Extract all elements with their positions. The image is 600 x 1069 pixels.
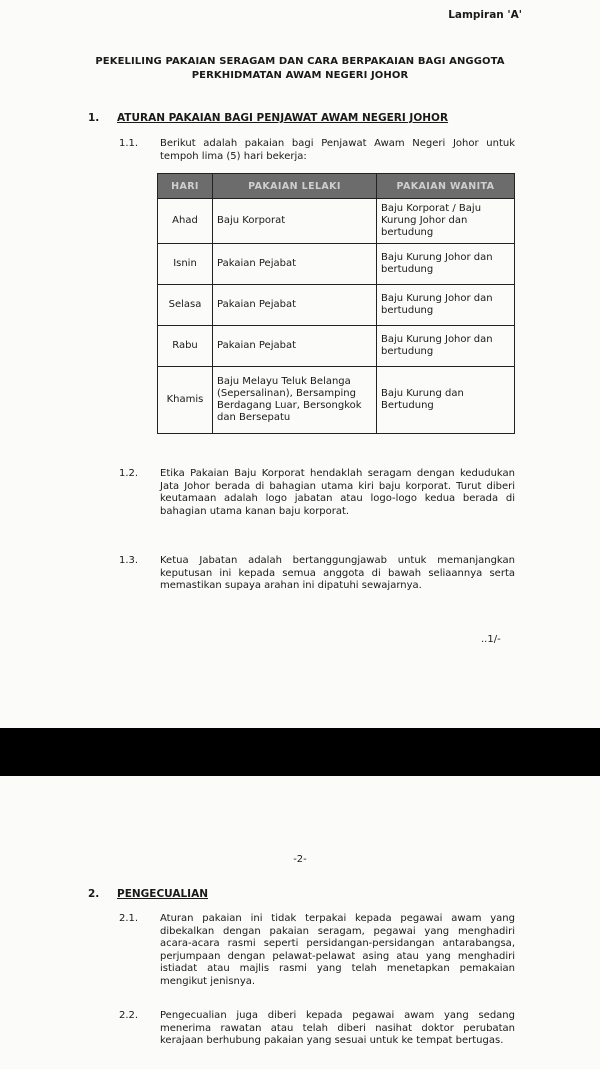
section-1-title: ATURAN PAKAIAN BAGI PENJAWAT AWAM NEGERI JOHOR <box>117 112 449 124</box>
cell-men: Pakaian Pejabat <box>213 244 377 285</box>
dress-code-table <box>157 173 515 434</box>
item-1-3-text: Ketua Jabatan adalah bertanggungjawab untuk memanjangkan keputusan ini kepada semua anggota di bawah seliaannya serta memastikan supaya arahan ini dipatuhi sewajarnya. <box>160 555 515 591</box>
table-row <box>158 326 515 367</box>
section-1-number: 1. <box>88 112 100 124</box>
cell-women: Baju Kurung Johor dan bertudung <box>377 326 515 367</box>
continuation-marker: ..1/- <box>481 634 501 645</box>
cell-day: Selasa <box>158 285 213 326</box>
cell-men: Pakaian Pejabat <box>213 326 377 367</box>
cell-men: Pakaian Pejabat <box>213 285 377 326</box>
header-women: PAKAIAN WANITA <box>377 174 515 199</box>
table-row <box>158 244 515 285</box>
item-1-2-text: Etika Pakaian Baju Korporat hendaklah seragam dengan kedudukan Jata Johor berada di bahagian utama kiri baju korporat. Turut diberi keutamaan adalah logo jabatan atau logo-logo kedua berada di bahagian utama kanan baju korporat. <box>160 468 515 517</box>
cell-day: Isnin <box>158 244 213 285</box>
item-2-2-text: Pengecualian juga diberi kepada pegawai awam yang sedang menerima rawatan atau telah diberi nasihat doktor perubatan kerajaan berhubung pakaian yang sesuai untuk ke tempat bertugas. <box>160 1010 515 1046</box>
table-row <box>158 199 515 244</box>
header-men: PAKAIAN LELAKI <box>213 174 377 199</box>
item-1-2-number: 1.2. <box>119 468 139 479</box>
cell-women: Baju Kurung Johor dan bertudung <box>377 285 515 326</box>
document-title <box>60 55 540 83</box>
cell-women: Baju Kurung Johor dan bertudung <box>377 244 515 285</box>
header-day: HARI <box>158 174 213 199</box>
cell-day: Rabu <box>158 326 213 367</box>
section-2-number: 2. <box>88 888 100 900</box>
cell-women: Baju Kurung dan Bertudung <box>377 367 515 434</box>
cell-women: Baju Korporat / Baju Kurung Johor dan bertudung <box>377 199 515 244</box>
title-line-1: PEKELILING PAKAIAN SERAGAM DAN CARA BERPAKAIAN BAGI ANGGOTA <box>95 56 505 67</box>
table-header-row <box>158 174 515 199</box>
cell-day: Ahad <box>158 199 213 244</box>
item-1-1-number: 1.1. <box>119 138 139 149</box>
item-1-3-number: 1.3. <box>119 555 139 566</box>
attachment-label: Lampiran 'A' <box>448 9 522 21</box>
item-2-1-number: 2.1. <box>119 913 139 924</box>
title-line-2: PERKHIDMATAN AWAM NEGERI JOHOR <box>191 70 409 81</box>
cell-men: Baju Melayu Teluk Belanga (Sepersalinan), Bersamping Berdagang Luar, Bersongkok dan Bersepatu <box>213 367 377 434</box>
section-2-title: PENGECUALIAN <box>117 888 208 900</box>
document-page-2 <box>0 776 600 1069</box>
table-row <box>158 285 515 326</box>
table-row <box>158 367 515 434</box>
page-number: -2- <box>293 854 307 865</box>
cell-day: Khamis <box>158 367 213 434</box>
item-1-1-text: Berikut adalah pakaian bagi Penjawat Awam Negeri Johor untuk tempoh lima (5) hari bekerja: <box>160 138 515 162</box>
cell-men: Baju Korporat <box>213 199 377 244</box>
item-2-1-text: Aturan pakaian ini tidak terpakai kepada pegawai awam yang dibekalkan dengan pakaian seragam, pegawai yang menghadiri acara-acara rasmi seperti persidangan-persidangan antarabangsa, perjumpaan dengan pelawat-pelawat asing atau yang menghadiri istiadat atau majlis rasmi yang telah menetapkan pemakaian mengikut jenisnya. <box>160 913 515 987</box>
item-2-2-number: 2.2. <box>119 1010 139 1021</box>
